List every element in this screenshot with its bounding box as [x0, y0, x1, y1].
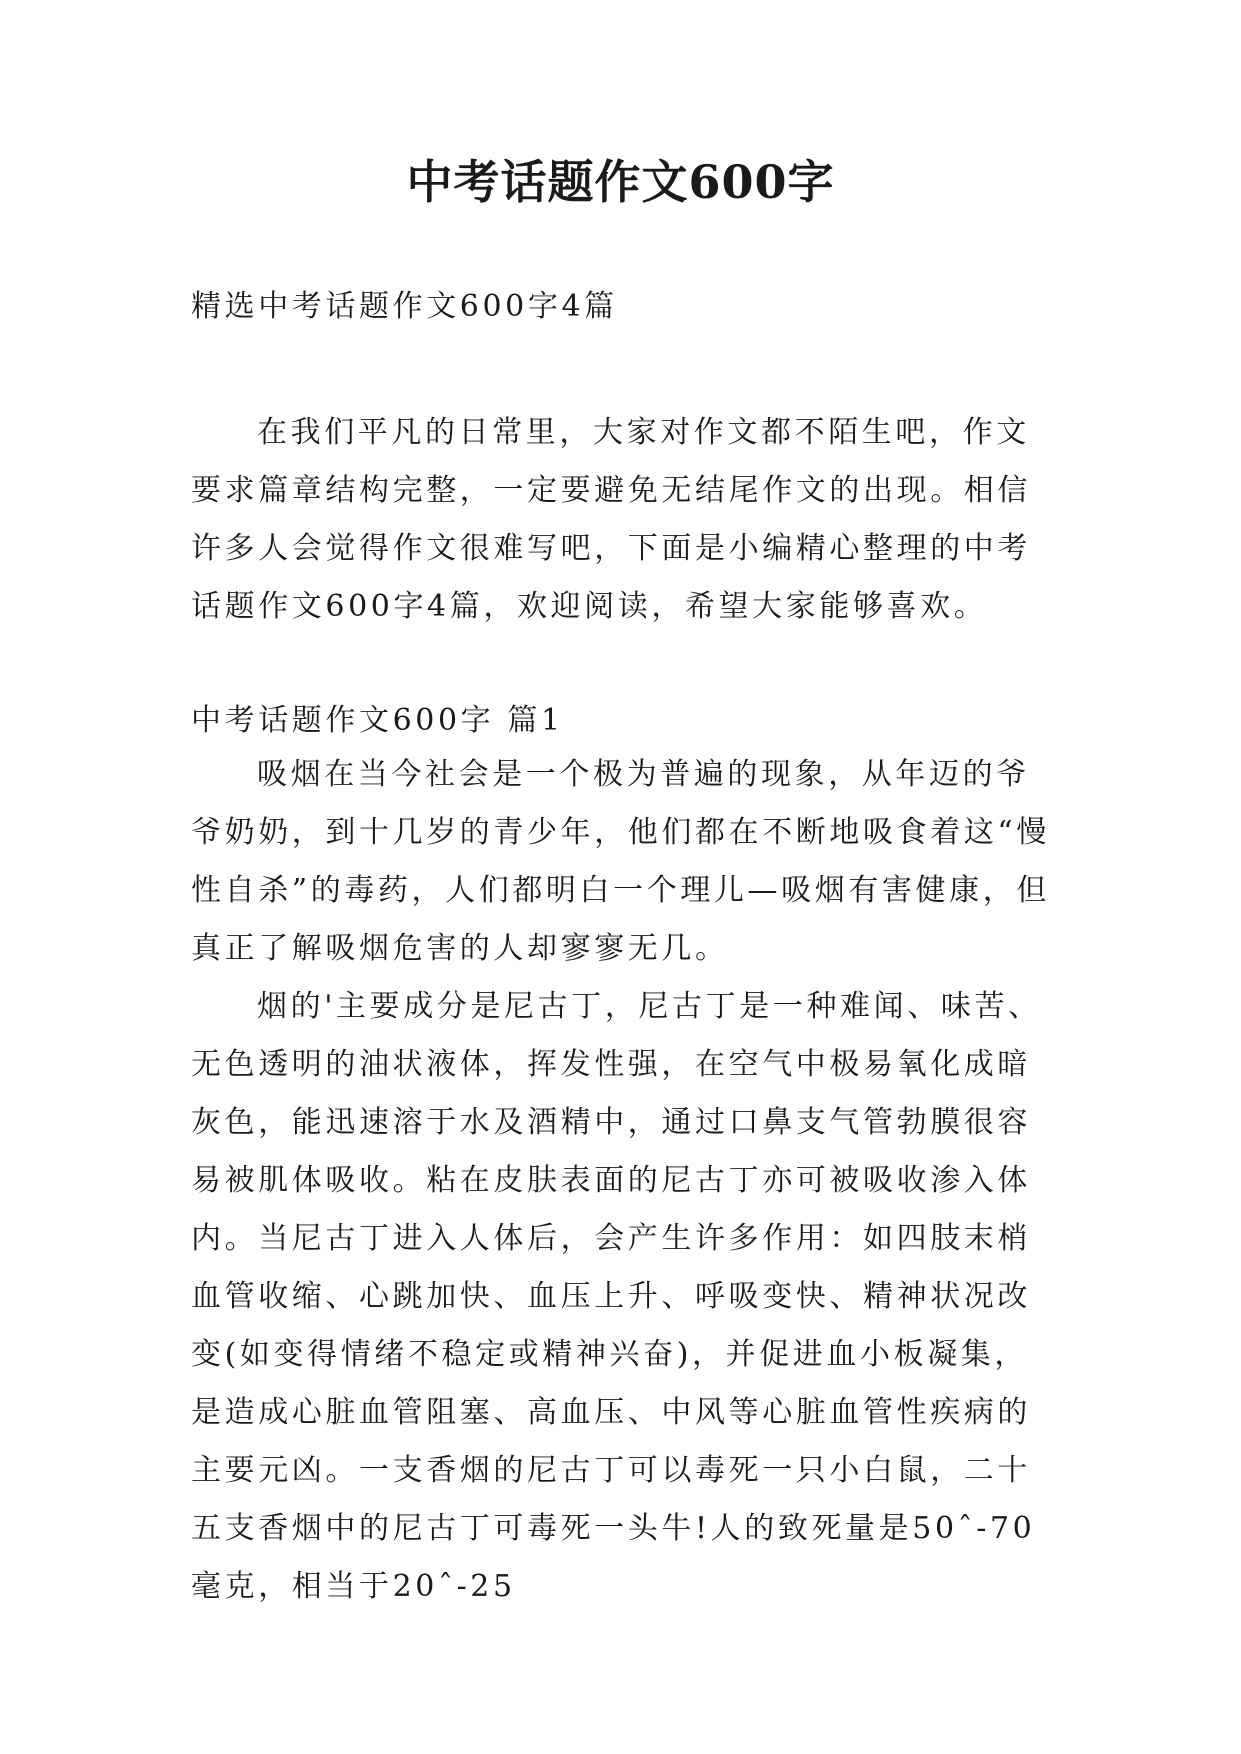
section-body [191, 746, 1053, 1616]
intro-paragraph: 在我们平凡的日常里，大家对作文都不陌生吧，作文要求篇章结构完整，一定要避免无结尾作文的出现。相信许多人会觉得作文很难写吧，下面是小编精心整理的中考话题作文600字4篇，欢迎阅读，希望大家能够喜欢。 [191, 415, 1031, 624]
body-paragraph: 吸烟在当今社会是一个极为普遍的现象，从年迈的爷爷奶奶，到十几岁的青少年，他们都在不断地吸食着这“慢性自杀”的毒药，人们都明白一个理儿—吸烟有害健康，但真正了解吸烟危害的人却寥寥无几。 [191, 757, 1050, 966]
document-title: 中考话题作文600字 [406, 155, 835, 209]
section-heading: 中考话题作文600字 篇1 [191, 703, 564, 738]
document-subtitle: 精选中考话题作文600字4篇 [191, 289, 618, 324]
body-paragraph: 烟的'主要成分是尼古丁，尼古丁是一种难闻、味苦、无色透明的油状液体，挥发性强，在空气中极易氧化成暗灰色，能迅速溶于水及酒精中，通过口鼻支气管勃膜很容易被肌体吸收。粘在皮肤表面的尼古丁亦可被吸收渗入体内。当尼古丁进入人体后，会产生许多作用：如四肢末梢血管收缩、心跳加快、血压上升、呼吸变快、精神状况改变(如变得情绪不稳定或精神兴奋)，并促进血小板凝集，是造成心脏血管阻塞、高血压、中风等心脏血管性疾病的主要元凶。一支香烟的尼古丁可以毒死一只小白鼠，二十五支香烟中的尼古丁可毒死一头牛!人的致死量是50ˆ-70毫克，相当于20ˆ-25 [191, 989, 1042, 1604]
